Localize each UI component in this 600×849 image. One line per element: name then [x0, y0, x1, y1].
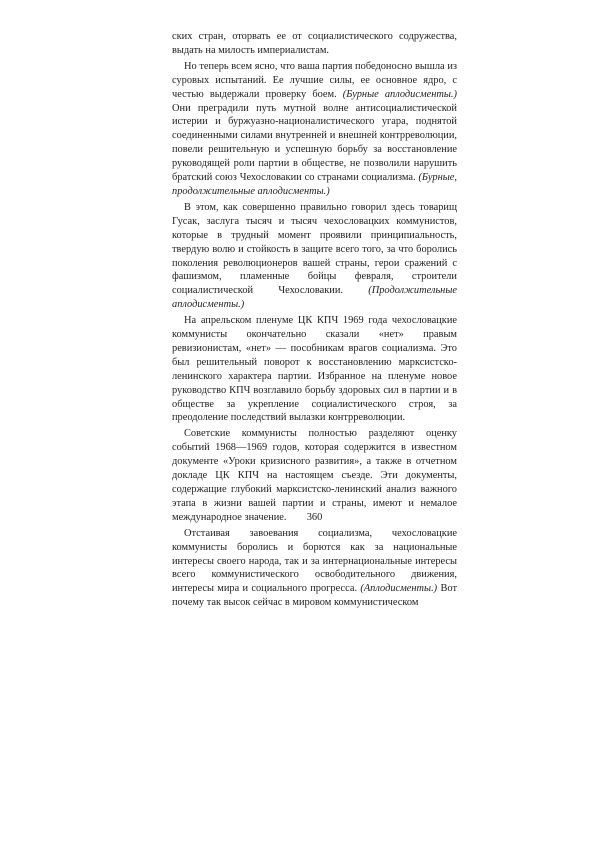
paragraph-text: В этом, как совершенно правильно говорил здесь товарищ Гусак, заслуга тысяч и тысяч чехословацких коммунистов, которые в трудный момент проявили принципиальность, твердую волю и стойкость в защите всего того, за что боролись поколения революционеров вашей страны, герои сражений с фашизмом, пламенные бойцы февраля, строители социалистической Чехословакии.	[172, 201, 457, 297]
paragraph-text: Вот почему так высок сейчас в мировом коммунистическом	[172, 583, 457, 609]
paragraph-text: Советские коммунисты полностью разделяют оценку событий 1968—1969 годов, которая содержится в известном документе «Уроки кризисного развития», а также в отчетном докладе ЦК КПЧ на настоящем съезде. Эти документы, содержащие глубокий марксистско-ленинский анализ важного этапа в жизни вашей партии и страны, имеют и немалое международное значение.	[172, 428, 457, 523]
paragraph	[172, 201, 457, 312]
paragraph	[172, 527, 457, 610]
applause-remark: (Аплодисменты.)	[360, 583, 438, 595]
page-number: 360	[306, 512, 323, 523]
paragraph-text: Они преградили путь мутной волне антисоциалистической истерии и буржуазно-националистического угара, поднятой соединенными силами внутренней и внешней контрреволюции, повели решительную и успешную борьбу за восстановление руководящей роли партии в обществе, не позволили нарушить братский союз Чехословакии со странами социализма.	[172, 102, 457, 184]
applause-remark: (Бурные, продолжительные аплодисменты.)	[172, 172, 457, 197]
applause-remark: (Бурные аплодисменты.)	[342, 88, 457, 100]
paragraph	[172, 30, 457, 58]
book-page	[172, 30, 457, 610]
paragraph-text: Отстаивая завоевания социализма, чехословацкие коммунисты боролись и борются как за национальные интересы своего народа, так и за интернациональные интересы всего коммунистического освободительного движения, интересы мира и социального прогресса.	[172, 527, 457, 595]
paragraph-text: Но теперь всем ясно, что ваша партия победоносно вышла из суровых испытаний. Ее лучшие силы, ее основное ядро, с честью выдержали проверку боем.	[172, 60, 457, 100]
paragraph	[172, 314, 457, 425]
paragraph-text: На апрельском пленуме ЦК КПЧ 1969 года чехословацкие коммунисты окончательно сказали «нет» правым ревизионистам, «нет» — пособникам врагов социализма. Это был решительный поворот к восстановлению марксистско-ленинского характера партии. Избранное на пленуме новое руководство КПЧ возглавило борьбу здоровых сил в партии и в обществе за укрепление социалистического строя, за преодоление последствий вылазки контрреволюции.	[172, 315, 457, 424]
applause-remark: (Продолжительные аплодисменты.)	[172, 285, 457, 311]
paragraph-text: ских стран, оторвать ее от социалистического содружества, выдать на милость империалистам.	[172, 31, 457, 56]
paragraph	[172, 60, 457, 199]
